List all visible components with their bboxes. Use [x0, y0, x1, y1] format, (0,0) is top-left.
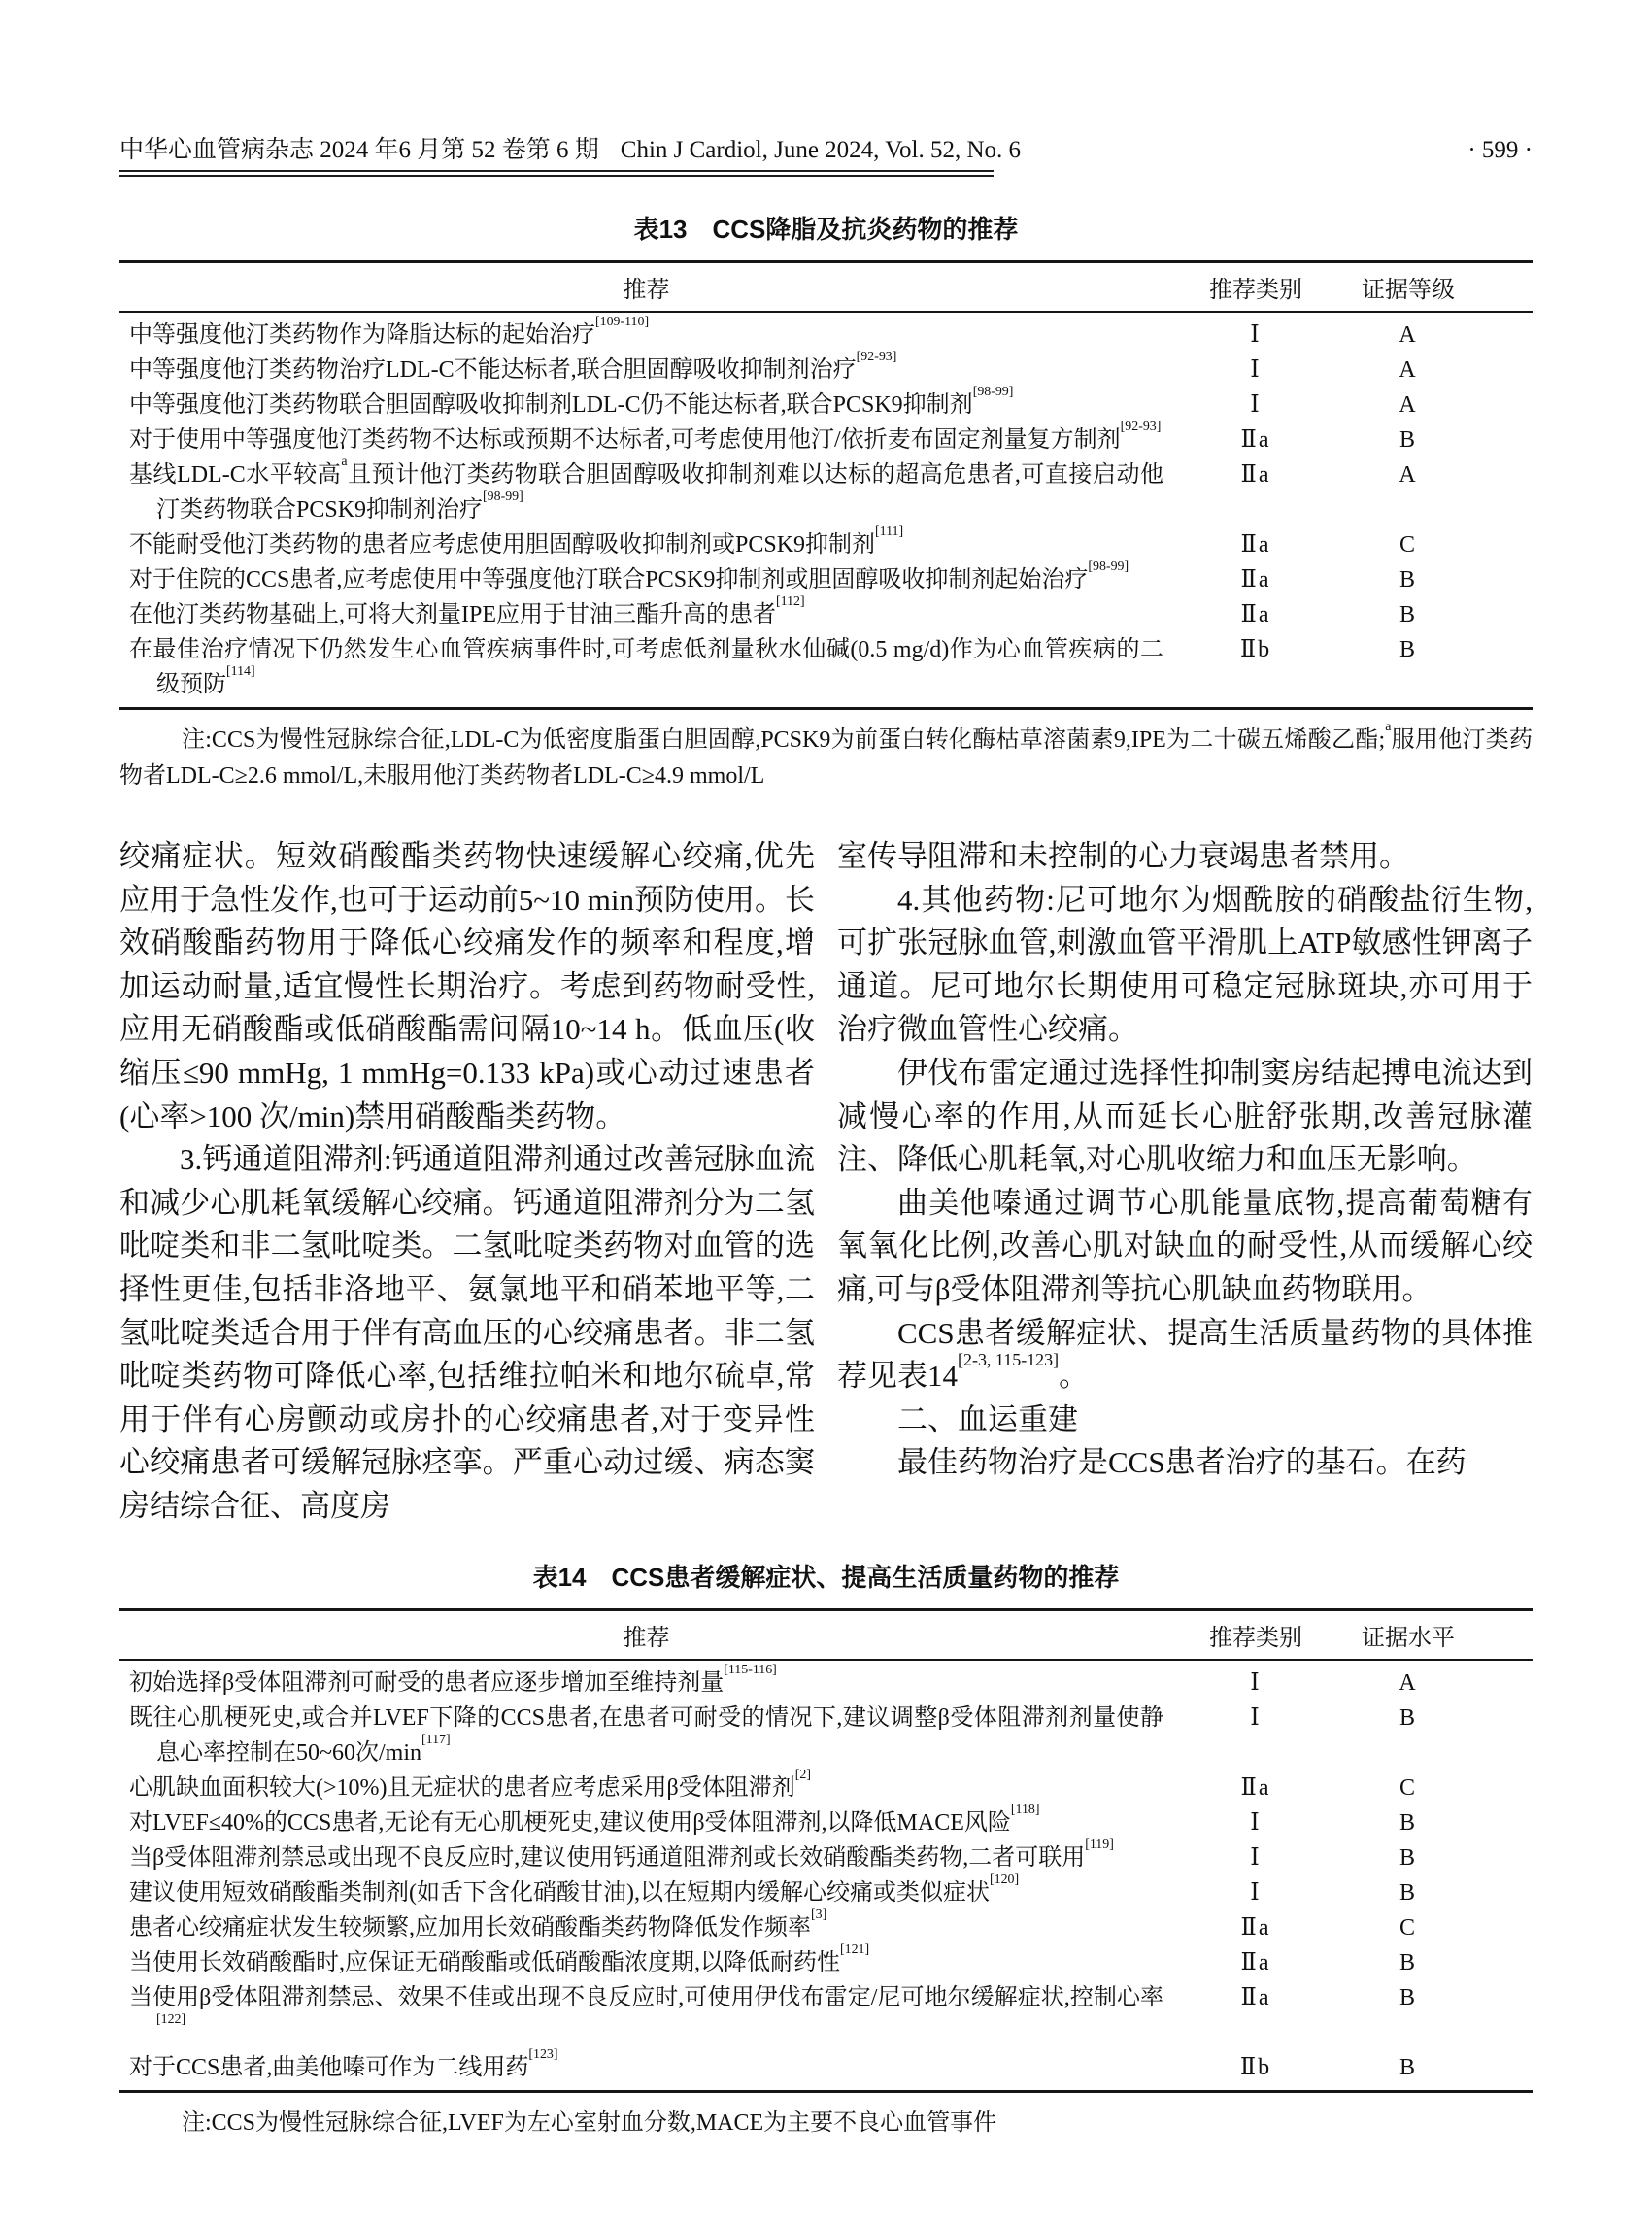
- recommendation-text: 当使用长效硝酸酯时,应保证无硝酸酯或低硝酸酯浓度期,以降低耐药性[121]: [129, 1941, 870, 1975]
- recommendation-text: 对于住院的CCS患者,应考虑使用中等强度他汀联合PCSK9抑制剂或胆固醇吸收抑制剂起始治疗[98-99]: [129, 559, 1129, 592]
- recommendation-class: Ⅱa: [1240, 1949, 1271, 1975]
- table-row: [119, 632, 1533, 709]
- recommendation-text: 建议使用短效硝酸酯类制剂(如舌下含化硝酸甘油),以在短期内缓解心绞痛或类似症状[120]: [129, 1871, 1020, 1905]
- recommendation-text: 对于使用中等强度他汀类药物不达标或预期不达标者,可考虑使用他汀/依折麦布固定剂量复方制剂[92-93]: [129, 420, 1162, 453]
- superscript-reference: [122]: [156, 2011, 186, 2027]
- table13-caption-label: 表13: [633, 215, 688, 244]
- recommendation-text: 对LVEF≤40%的CCS患者,无论有无心肌梗死史,建议使用β受体阻滞剂,以降低MACE风险[118]: [129, 1802, 1040, 1836]
- recommendation-class: Ⅱa: [1240, 602, 1271, 627]
- table14-note: 注:CCS为慢性冠脉综合征,LVEF为左心室射血分数,MACE为主要不良心血管事件: [182, 2109, 997, 2136]
- body-paragraph: 伊伐布雷定通过选择性抑制窦房结起搏电流达到减慢心率的作用,从而延长心脏舒张期,改善冠脉灌注、降低心肌耗氧,对心肌收缩力和血压无影响。: [837, 1055, 1533, 1177]
- evidence-level: B: [1399, 637, 1417, 662]
- evidence-level: A: [1399, 462, 1418, 488]
- recommendation-class: Ⅰ: [1250, 1704, 1262, 1731]
- superscript-reference: [3]: [811, 1906, 827, 1922]
- body-paragraph: 绞痛症状。短效硝酸酯类药物快速缓解心绞痛,优先应用于急性发作,也可于运动前5~10 min预防使用。长效硝酸酯药物用于降低心绞痛发作的频率和程度,增加运动耐量,适宜慢性长期治疗。考虑到药物耐受性,应用无硝酸酯或低硝酸酯需间隔10~14 h。低血压(收缩压≤90 mmHg, 1 mmHg=0.133 kPa)或心动过速患者(心率>100 次/min)禁用硝酸酯类药物。: [119, 839, 815, 1133]
- superscript-reference: [111]: [875, 524, 904, 540]
- evidence-level: C: [1399, 532, 1417, 557]
- superscript-reference: a: [341, 455, 348, 470]
- evidence-level: A: [1399, 1669, 1418, 1696]
- recommendation-class: Ⅱa: [1240, 1914, 1271, 1940]
- evidence-level: A: [1399, 322, 1418, 348]
- table-row: [119, 312, 1533, 353]
- superscript-reference: [121]: [840, 1941, 870, 1957]
- table-row: [119, 1875, 1533, 1910]
- evidence-level: B: [1399, 1704, 1417, 1731]
- table13-header-row: [119, 262, 1533, 313]
- evidence-level: B: [1399, 1949, 1417, 1975]
- recommendation-class: Ⅱa: [1240, 427, 1271, 453]
- recommendation-class: Ⅱa: [1240, 1984, 1271, 2010]
- recommendation-class: Ⅰ: [1250, 357, 1262, 383]
- table14-caption-label: 表14: [532, 1562, 587, 1592]
- column-header-recommendation: 推荐: [119, 262, 1173, 313]
- superscript-reference: [98-99]: [483, 489, 523, 505]
- journal-info: [119, 136, 1021, 165]
- body-paragraph: 室传导阻滞和未控制的心力衰竭患者禁用。: [837, 839, 1409, 873]
- superscript-reference: [123]: [528, 2046, 558, 2062]
- evidence-level: C: [1399, 1914, 1417, 1940]
- table-row: [119, 1945, 1533, 1980]
- table-row: [119, 1840, 1533, 1875]
- table13-caption: [119, 210, 1533, 246]
- table-row: [119, 562, 1533, 597]
- recommendation-text: 中等强度他汀类药物作为降脂达标的起始治疗[109-110]: [129, 315, 650, 348]
- evidence-level: B: [1399, 567, 1417, 592]
- column-header-recommendation: 推荐: [119, 1609, 1173, 1660]
- recommendation-class: Ⅱb: [1239, 637, 1272, 662]
- page-number: · 599 ·: [1467, 137, 1533, 163]
- superscript-reference: [98-99]: [972, 385, 1014, 400]
- recommendation-class: Ⅱa: [1240, 462, 1271, 488]
- body-paragraph: 4.其他药物:尼可地尔为烟酰胺的硝酸盐衍生物,可扩张冠脉血管,刺激血管平滑肌上ATP敏感性钾离子通道。尼可地尔长期使用可稳定冠脉斑块,亦可用于治疗微血管性心绞痛。: [837, 882, 1533, 1047]
- evidence-level: B: [1399, 602, 1417, 627]
- article-body: [119, 835, 1533, 1529]
- superscript-reference: [2]: [794, 1767, 811, 1782]
- recommendation-class: Ⅱb: [1239, 2054, 1272, 2080]
- superscript-reference: [112]: [776, 594, 805, 610]
- superscript-reference: [117]: [421, 1732, 451, 1747]
- recommendation-class: Ⅰ: [1250, 1669, 1262, 1696]
- superscript-reference: [115-116]: [724, 1662, 777, 1677]
- recommendation-text: 在他汀类药物基础上,可将大剂量IPE应用于甘油三酯升高的患者[112]: [129, 594, 805, 627]
- table-row: [119, 1980, 1533, 2050]
- journal-title-cn: 中华心血管病杂志 2024 年6 月第 52 卷第 6 期: [119, 137, 599, 163]
- table14-caption-title: CCS患者缓解症状、提高生活质量药物的推荐: [611, 1562, 1120, 1592]
- table-row: [119, 2050, 1533, 2092]
- column-header-class: 推荐类别: [1173, 262, 1338, 313]
- right-column: [837, 835, 1533, 1529]
- recommendation-text: 基线LDL-C水平较高$^a$且预计他汀类药物联合胆固醇吸收抑制剂难以达标的超高危患者,可直接启动他汀类药物联合PCSK9抑制剂治疗[98-99]: [129, 455, 1164, 523]
- recommendation-class: Ⅰ: [1250, 322, 1262, 348]
- recommendation-text: 初始选择β受体阻滞剂可耐受的患者应逐步增加至维持剂量[115-116]: [129, 1662, 777, 1696]
- evidence-level: C: [1399, 1774, 1417, 1801]
- table-row: [119, 457, 1533, 527]
- recommendation-text: 中等强度他汀类药物治疗LDL-C不能达标者,联合胆固醇吸收抑制剂治疗[92-93]: [129, 350, 897, 383]
- table14-header-row: [119, 1609, 1533, 1660]
- journal-title-en: Chin J Cardiol, June 2024, Vol. 52, No. 6: [620, 137, 1022, 163]
- superscript-reference: [2-3, 115-123]: [958, 1349, 1060, 1369]
- recommendation-text: 当使用β受体阻滞剂禁忌、效果不佳或出现不良反应时,可使用伊伐布雷定/尼可地尔缓解症状,控制心率[122]: [129, 1984, 1163, 2027]
- table-row: [119, 1910, 1533, 1945]
- body-paragraph: 最佳药物治疗是CCS患者治疗的基石。在药: [897, 1445, 1467, 1480]
- superscript-reference: [118]: [1010, 1802, 1040, 1817]
- evidence-level: A: [1399, 392, 1418, 418]
- column-header-evidence: 证据等级: [1338, 262, 1533, 313]
- superscript-reference: [119]: [1085, 1837, 1114, 1852]
- recommendation-text: 在最佳治疗情况下仍然发生心血管疾病事件时,可考虑低剂量秋水仙碱(0.5 mg/d)作为心血管疾病的二级预防[114]: [129, 637, 1163, 697]
- recommendation-text: 患者心绞痛症状发生较频繁,应加用长效硝酸酯类药物降低发作频率[3]: [129, 1906, 827, 1940]
- page-header: [119, 136, 1533, 165]
- superscript-reference: a: [1385, 720, 1392, 735]
- table-row: [119, 1701, 1533, 1770]
- header-rule: [119, 170, 994, 177]
- recommendation-text: 不能耐受他汀类药物的患者应考虑使用胆固醇吸收抑制剂或PCSK9抑制剂[111]: [129, 524, 904, 557]
- recommendation-text: 心肌缺血面积较大(>10%)且无症状的患者应考虑采用β受体阻滞剂[2]: [129, 1767, 811, 1801]
- column-header-evidence: 证据水平: [1338, 1609, 1533, 1660]
- evidence-level: B: [1399, 1809, 1417, 1836]
- recommendation-class: Ⅱa: [1240, 567, 1271, 592]
- body-paragraph: 3.钙通道阻滞剂:钙通道阻滞剂通过改善冠脉血流和减少心肌耗氧缓解心绞痛。钙通道阻滞剂分为二氢吡啶类和非二氢吡啶类。二氢吡啶类药物对血管的选择性更佳,包括非洛地平、氨氯地平和硝苯地平等,二氢吡啶类适合用于伴有高血压的心绞痛患者。非二氢吡啶类药物可降低心率,包括维拉帕米和地尔硫卓,常用于伴有心房颤动或房扑的心绞痛患者,对于变异性心绞痛患者可缓解冠脉痉挛。严重心动过缓、病态窦房结综合征、高度房: [119, 1142, 815, 1523]
- recommendation-text: 中等强度他汀类药物联合胆固醇吸收抑制剂LDL-C仍不能达标者,联合PCSK9抑制剂[98-99]: [129, 385, 1014, 418]
- recommendation-class: Ⅰ: [1250, 1844, 1262, 1871]
- recommendation-text: 既往心肌梗死史,或合并LVEF下降的CCS患者,在患者可耐受的情况下,建议调整β受体阻滞剂剂量使静息心率控制在50~60次/min[117]: [129, 1704, 1163, 1766]
- table-row: [119, 1660, 1533, 1701]
- superscript-reference: [120]: [989, 1871, 1020, 1887]
- superscript-reference: [92-93]: [1120, 420, 1162, 435]
- evidence-level: A: [1399, 357, 1418, 383]
- evidence-level: B: [1399, 427, 1417, 453]
- superscript-reference: [92-93]: [856, 350, 897, 365]
- recommendation-class: Ⅱa: [1240, 1774, 1271, 1801]
- recommendation-text: 当β受体阻滞剂禁忌或出现不良反应时,建议使用钙通道阻滞剂或长效硝酸酯类药物,二者可联用[119]: [129, 1837, 1114, 1871]
- left-column: [119, 835, 815, 1529]
- evidence-level: B: [1399, 2054, 1417, 2080]
- table13-note: 注:CCS为慢性冠脉综合征,LDL-C为低密度脂蛋白胆固醇,PCSK9为前蛋白转化酶枯草溶菌素9,IPE为二十碳五烯酸乙酯;$^a$服用他汀类药物者LDL-C≥2.6 mmol/L,未服用他汀类药物者LDL-C≥4.9 mmol/L: [119, 720, 1534, 789]
- table-row: [119, 1805, 1533, 1840]
- recommendation-class: Ⅱa: [1240, 532, 1271, 557]
- body-paragraph: CCS患者缓解症状、提高生活质量药物的具体推荐见表14[2-3, 115-123]。: [837, 1315, 1533, 1394]
- table-row: [119, 1770, 1533, 1805]
- table13: [119, 260, 1533, 710]
- evidence-level: B: [1399, 1984, 1417, 2010]
- table-row: [119, 422, 1533, 457]
- table14-caption: [119, 1558, 1533, 1594]
- evidence-level: B: [1399, 1879, 1417, 1905]
- column-header-class: 推荐类别: [1173, 1609, 1338, 1660]
- recommendation-class: Ⅰ: [1250, 1809, 1262, 1836]
- recommendation-text: 对于CCS患者,曲美他嗪可作为二线用药[123]: [129, 2046, 558, 2080]
- body-paragraph: 曲美他嗪通过调节心肌能量底物,提高葡萄糖有氧氧化比例,改善心肌对缺血的耐受性,从而缓解心绞痛,可与β受体阻滞剂等抗心肌缺血药物联用。: [837, 1185, 1533, 1306]
- table-row: [119, 388, 1533, 422]
- body-paragraph: 二、血运重建: [897, 1401, 1078, 1436]
- superscript-reference: [98-99]: [1088, 559, 1129, 575]
- table14: [119, 1608, 1533, 2093]
- table-row: [119, 353, 1533, 388]
- recommendation-class: Ⅰ: [1250, 1879, 1262, 1905]
- superscript-reference: [114]: [226, 664, 255, 680]
- superscript-reference: [109-110]: [595, 315, 650, 330]
- table-row: [119, 597, 1533, 632]
- table13-caption-title: CCS降脂及抗炎药物的推荐: [712, 215, 1019, 244]
- table-row: [119, 527, 1533, 562]
- evidence-level: B: [1399, 1844, 1417, 1871]
- recommendation-class: Ⅰ: [1250, 392, 1262, 418]
